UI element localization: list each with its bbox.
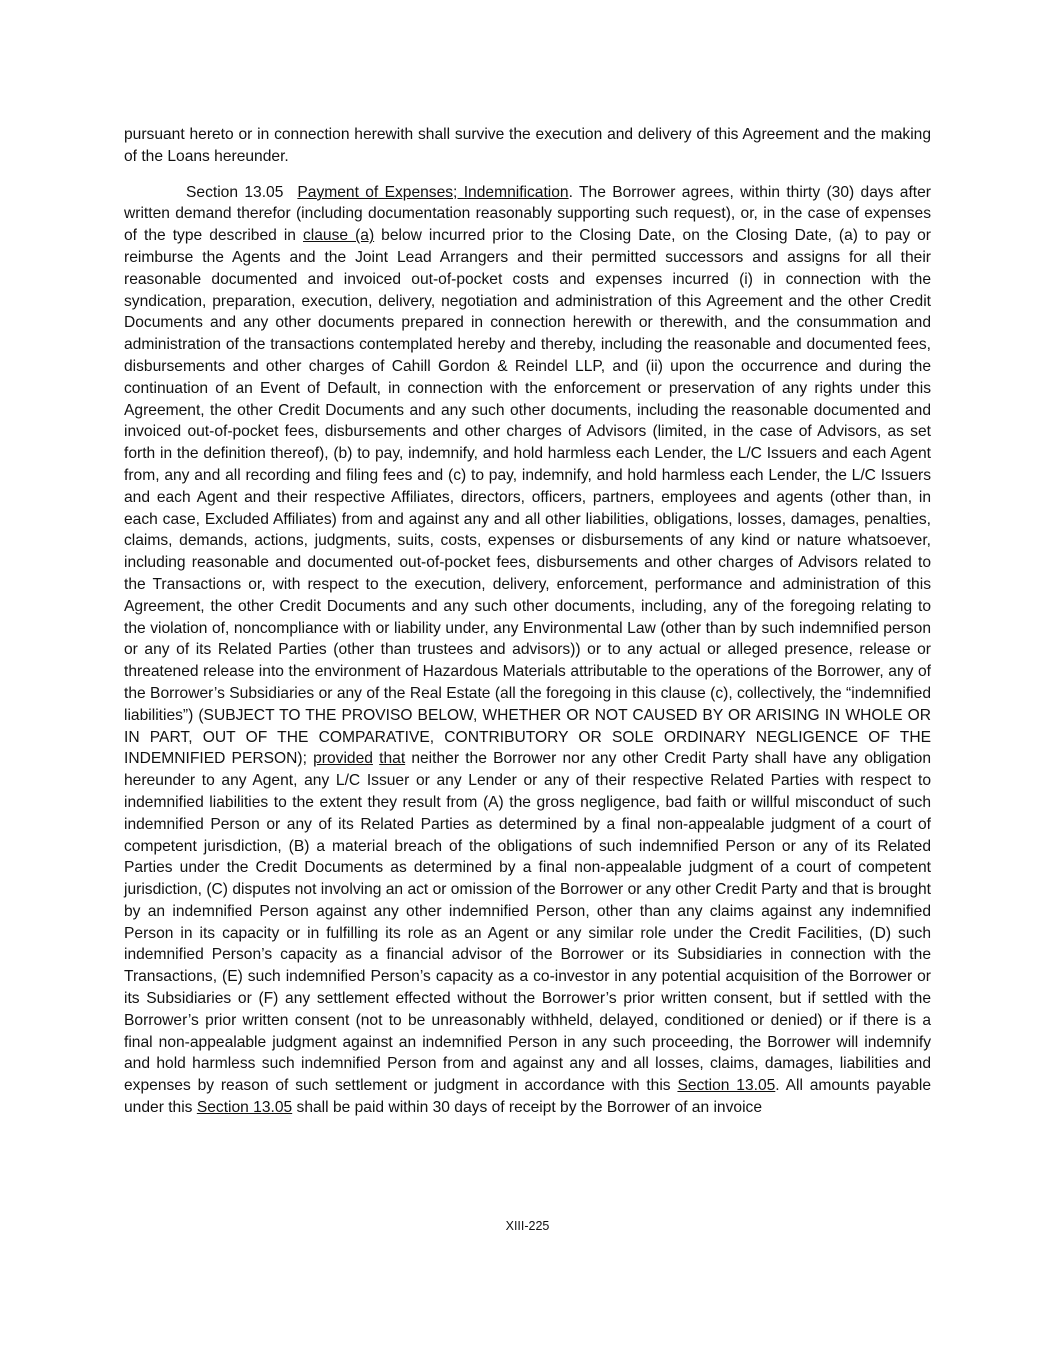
section-intro-text: . The Borrower agrees, within thirty (30) days after written demand therefor (including documentation reasonably supporting such request), or, in the case of expenses of the type described in (124, 183, 931, 245)
clause-a-reference: clause (a) (303, 227, 375, 245)
section-body-text-2: neither the Borrower nor any other Credit Party shall have any obligation hereunder to any Agent, any L/C Issuer or any Lender or any of their respective Related Parties with respect to indemnified liabilities to the extent they result from (A) the gross negligence, bad faith or willful misconduct of such indemnified Person or any of its Related Parties as determined by a final non-appealable judgment of a court of competent jurisdiction, (B) a material breach of the obligations of such indemnified Person or any of its Related Parties under the Credit Documents as determined by a final non-appealable judgment of a court of competent jurisdiction, (C) disputes not involving an act or omission of the Borrower or any other Credit Party and that is brought by an indemnified Person against any other indemnified Person, other than any claims against any indemnified Person in its capacity or in fulfilling its role as an Agent or any similar role under the Credit Facilities, (D) such indemnified Person’s capacity as a financial advisor of the Borrower or its Subsidiaries in connection with the Transactions, (E) such indemnified Person’s capacity as a co-investor in any potential acquisition of the Borrower or its Subsidiaries or (F) any settlement effected without the Borrower’s prior written consent, but if settled with the Borrower’s prior written consent (not to be unreasonably withheld, delayed, conditioned or denied) or if there is a final non-appealable judgment against an indemnified Person in any such proceeding, the Borrower will indemnify and hold harmless such indemnified Person from and against any and all losses, claims, damages, liabilities and expenses by reason of such settlement or judgment in accordance with this (124, 750, 932, 1095)
continuation-paragraph: pursuant hereto or in connection herewith shall survive the execution and delivery of this Agreement and the making of the Loans hereunder. (124, 126, 931, 165)
section-reference-1: Section 13.05 (677, 1077, 776, 1095)
page-number: XIII-225 (505, 1219, 550, 1233)
section-body-text-4: shall be paid within 30 days of receipt by the Borrower of an invoice (292, 1099, 763, 1117)
section-body-text-1: below incurred prior to the Closing Date, on the Closing Date, (a) to pay or reimburse the Agents and the Joint Lead Arrangers and their permitted successors and assigns for all their reasonable documented and invoiced out-of-pocket costs and expenses incurred (i) in connection with the syndication, preparation, execution, delivery, negotiation and administration of this Agreement and the other Credit Documents and any other documents prepared in connection herewith or therewith, and the consummation and administration of the transactions contemplated hereby and thereby, including the reasonable and documented fees, disbursements and other charges of Cahill Gordon & Reindel LLP, and (ii) upon the occurrence and during the continuation of an Event of Default, in connection with the enforcement or preservation of any rights under this Agreement, the other Credit Documents and any such other documents, including the reasonable documented and invoiced out-of-pocket fees, disbursements and other charges of Advisors (limited, in the case of Advisors, as set forth in the definition thereof), (b) to pay, indemnify, and hold harmless each Lender, the L/C Issuers and each Agent from, any and all recording and filing fees and (c) to pay, indemnify, and hold harmless each Lender, the L/C Issuers and each Agent and their respective Affiliates, directors, officers, partners, employees and agents (other than, in each case, Excluded Affiliates) from and against any and all other liabilities, obligations, losses, damages, penalties, claims, demands, actions, judgments, suits, costs, expenses or disbursements of any kind or nature whatsoever, including reasonable and documented out-of-pocket fees, disbursements and other charges of Advisors related to the Transactions or, with respect to the execution, delivery, enforcement, performance and administration of this Agreement, the other Credit Documents and any such other documents, including, any of the foregoing relating to the violation of, noncompliance with or liability under, any Environmental Law (other than by such indemnified person or any of its Related Parties (other than trustees and advisors)) or to any actual or alleged presence, release or threatened release into the environment of Hazardous Materials attributable to the operations of the Borrower, any of the Borrower’s Subsidiaries or any of the Real Estate (all the foregoing in this clause (c), collectively, the “indemnified liabilities”) (SUBJECT TO THE PROVISO BELOW, WHETHER OR NOT CAUSED BY OR ARISING IN WHOLE OR IN PART, OUT OF THE COMPARATIVE, CONTRIBUTORY OR SOLE ORDINARY NEGLIGENCE OF THE INDEMNIFIED PERSON); (124, 227, 932, 768)
document-page (124, 124, 931, 1119)
section-reference-2: Section 13.05 (196, 1099, 293, 1117)
section-number: Section 13.05 (186, 183, 284, 201)
section-13-05-paragraph (124, 182, 931, 1119)
that-term: that (379, 750, 406, 768)
provided-term: provided (313, 750, 373, 768)
section-title: Payment of Expenses; Indemnification (297, 183, 569, 201)
section-body-text-3: . All amounts payable under this (124, 1077, 931, 1117)
